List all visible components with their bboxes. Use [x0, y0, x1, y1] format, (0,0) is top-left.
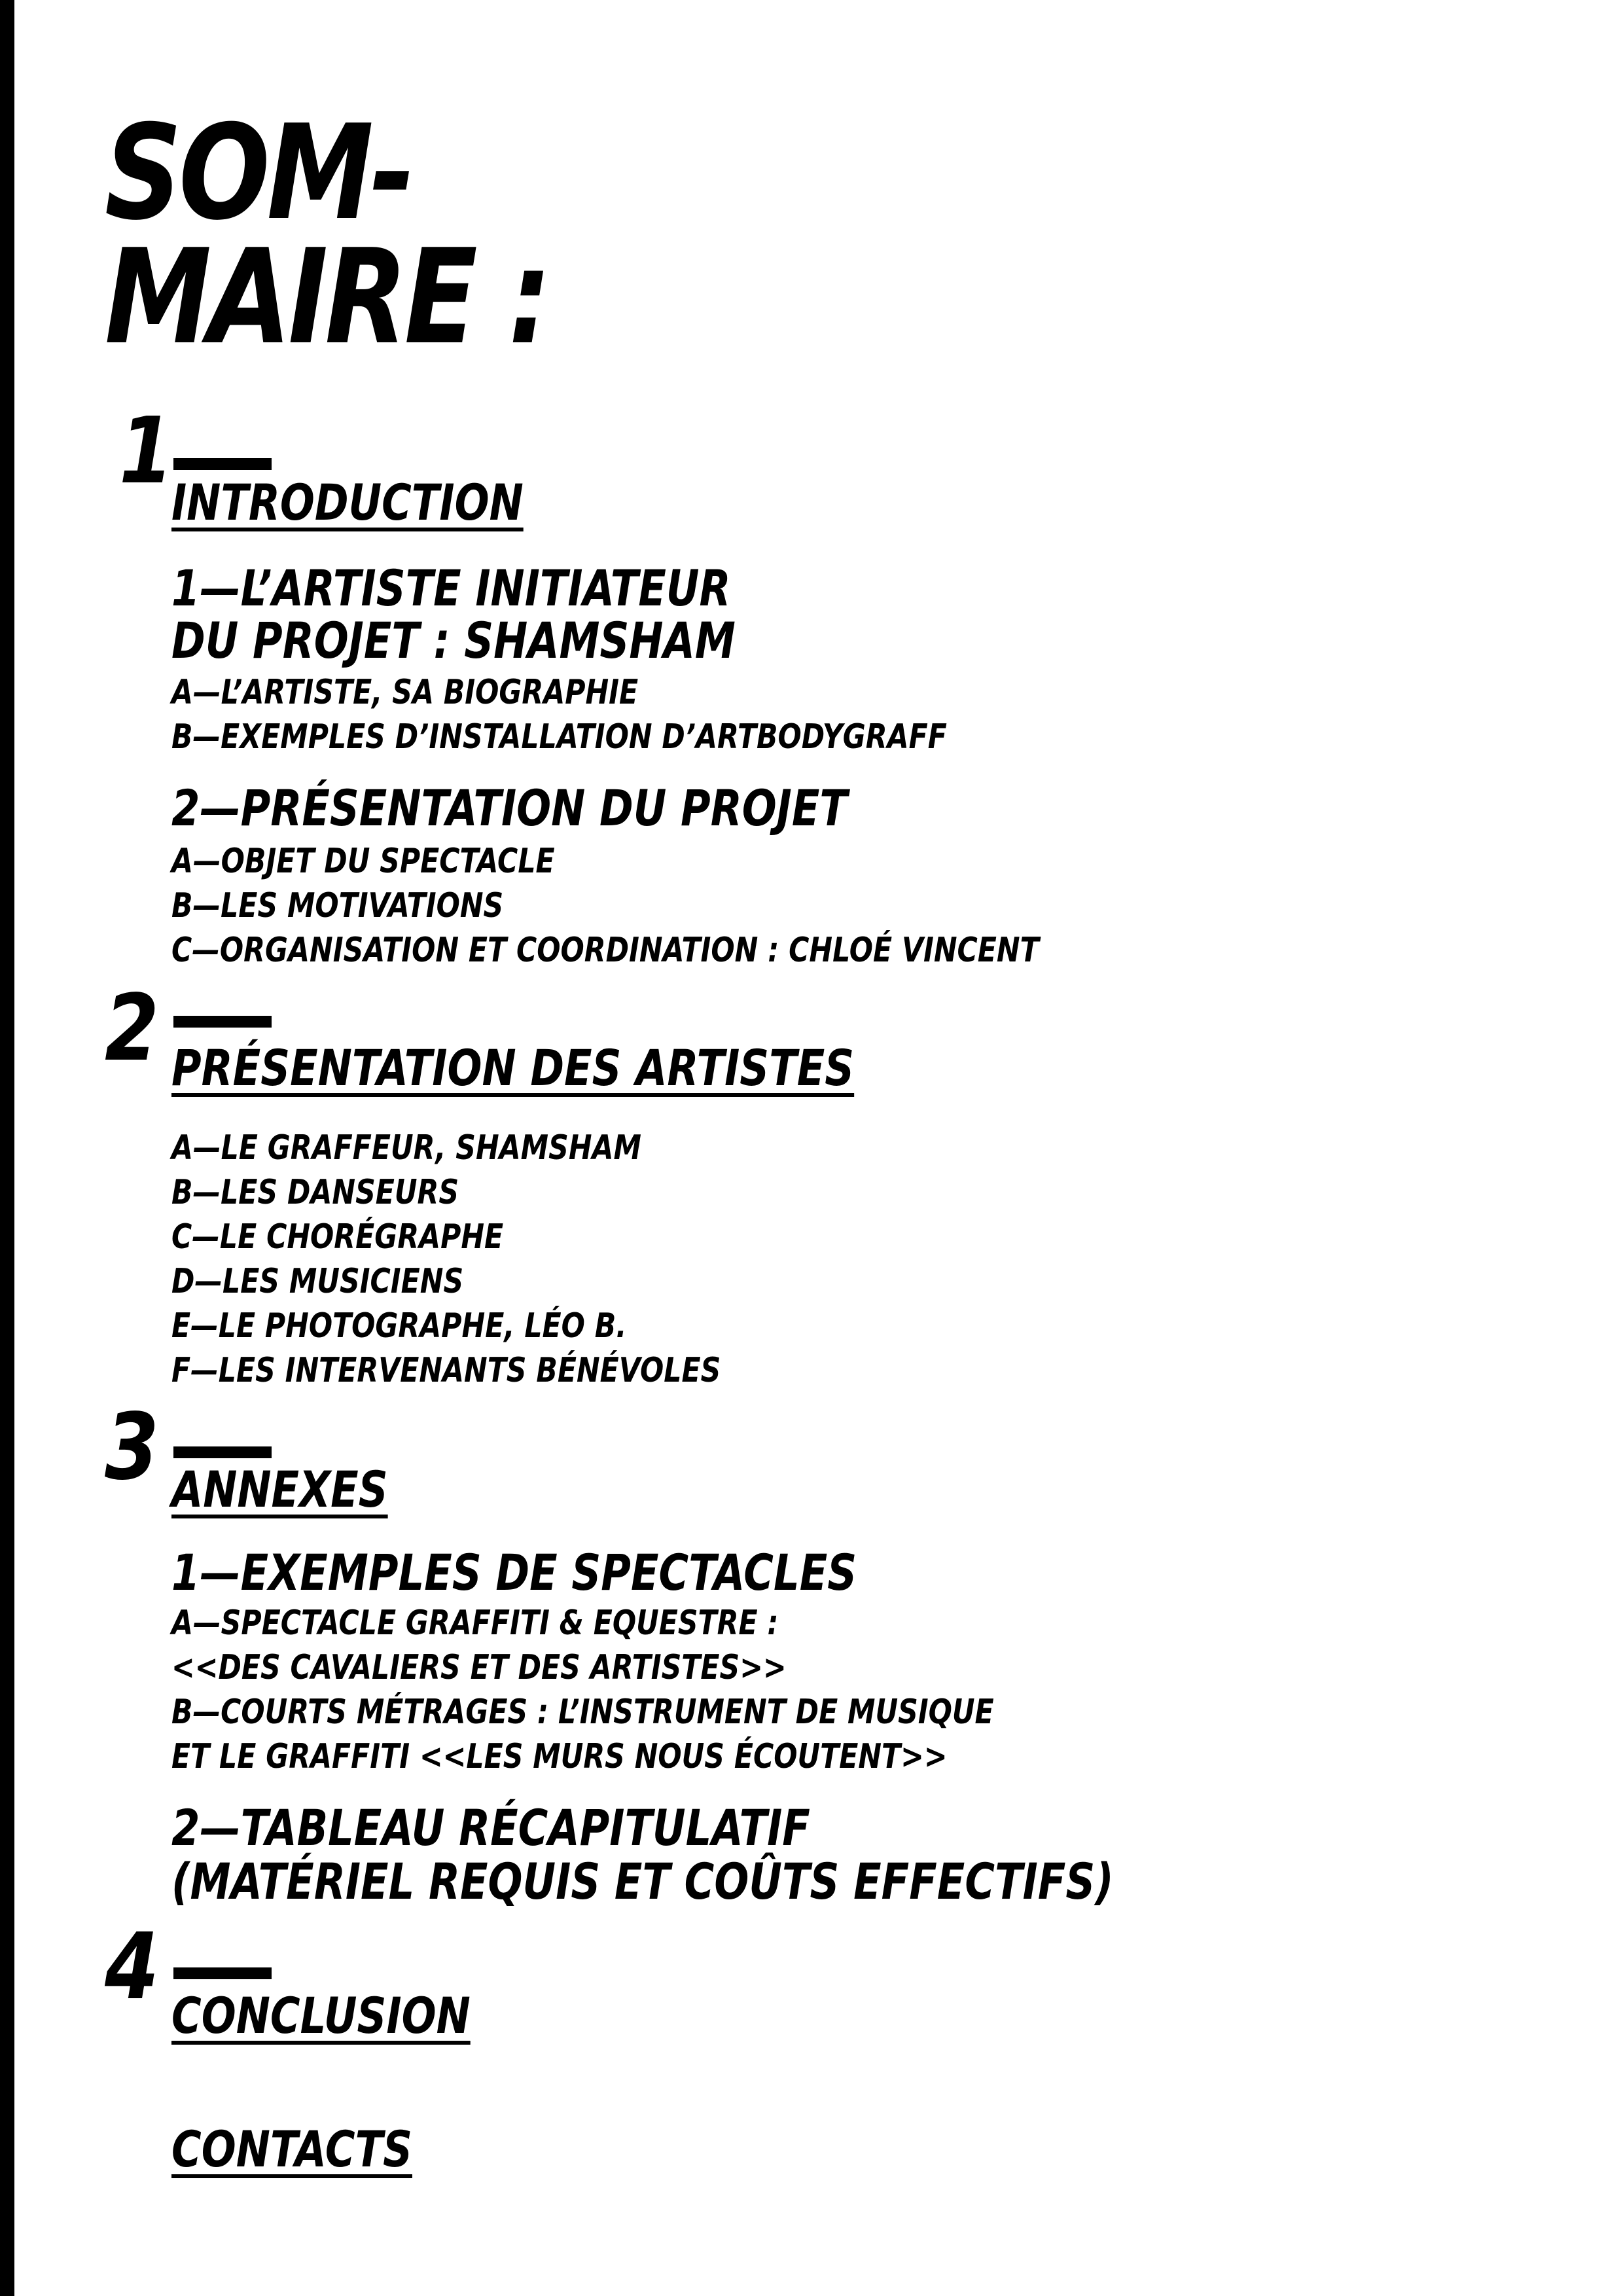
title-line-1: SOM- [105, 97, 412, 249]
list-item[interactable]: F—LES INTERVENANTS BÉNÉVOLES [171, 1351, 721, 1390]
list-item[interactable]: B—COURTS MÉTRAGES : L’INSTRUMENT DE MUSIQUE [171, 1693, 994, 1732]
list-item[interactable]: C—LE CHORÉGRAPHE [171, 1217, 504, 1257]
list-item[interactable]: <<DES CAVALIERS ET DES ARTISTES>> [171, 1648, 787, 1687]
subsection-title-tableau-line-1[interactable]: 2—TABLEAU RÉCAPITULATIF [171, 1799, 810, 1857]
list-item[interactable]: E—LE PHOTOGRAPHE, LÉO B. [171, 1306, 627, 1346]
list-item[interactable]: D—LES MUSICIENS [171, 1262, 464, 1301]
section-rule-2 [173, 1016, 272, 1028]
section-heading-artistes[interactable]: PRÉSENTATION DES ARTISTES [171, 1039, 855, 1097]
section-number-2: 2 [105, 975, 159, 1082]
list-item[interactable]: A—LE GRAFFEUR, SHAMSHAM [171, 1128, 641, 1168]
list-item[interactable]: B—LES MOTIVATIONS [171, 886, 504, 925]
page-title [105, 97, 548, 374]
section-rule-3 [173, 1446, 272, 1458]
list-item[interactable]: B—LES DANSEURS [171, 1173, 459, 1212]
list-item[interactable]: A—SPECTACLE GRAFFITI & EQUESTRE : [171, 1604, 779, 1643]
list-item[interactable]: A—L’ARTISTE, SA BIOGRAPHIE [171, 673, 639, 712]
subsection-title-artiste-line-1[interactable]: 1—L’ARTISTE INITIATEUR [171, 559, 731, 617]
subsection-title-artiste-line-2[interactable]: DU PROJET : SHAMSHAM [171, 611, 736, 670]
section-number-1: 1 [119, 398, 173, 505]
list-item[interactable]: C—ORGANISATION ET COORDINATION : CHLOÉ VINCENT [171, 931, 1039, 970]
subsection-title-tableau-line-2[interactable]: (MATÉRIEL REQUIS ET COÛTS EFFECTIFS) [171, 1852, 1114, 1910]
title-line-2: MAIRE : [105, 221, 548, 374]
section-heading-conclusion[interactable]: CONCLUSION [171, 1986, 471, 2045]
list-item[interactable]: ET LE GRAFFITI <<LES MURS NOUS ÉCOUTENT>> [171, 1737, 948, 1776]
section-rule-1 [173, 458, 272, 470]
list-item[interactable]: A—OBJET DU SPECTACLE [171, 842, 555, 881]
section-heading-introduction[interactable]: INTRODUCTION [171, 473, 524, 531]
section-number-3: 3 [105, 1394, 159, 1501]
section-number-4: 4 [105, 1914, 159, 2020]
left-edge-bar [0, 0, 14, 2296]
contacts-heading[interactable]: CONTACTS [171, 2120, 412, 2178]
section-heading-annexes[interactable]: ANNEXES [171, 1460, 388, 1518]
subsection-title-projet[interactable]: 2—PRÉSENTATION DU PROJET [171, 779, 847, 837]
subsection-title-exemples[interactable]: 1—EXEMPLES DE SPECTACLES [171, 1543, 857, 1602]
section-rule-4 [173, 1967, 272, 1979]
list-item[interactable]: B—EXEMPLES D’INSTALLATION D’ARTBODYGRAFF [171, 717, 947, 757]
